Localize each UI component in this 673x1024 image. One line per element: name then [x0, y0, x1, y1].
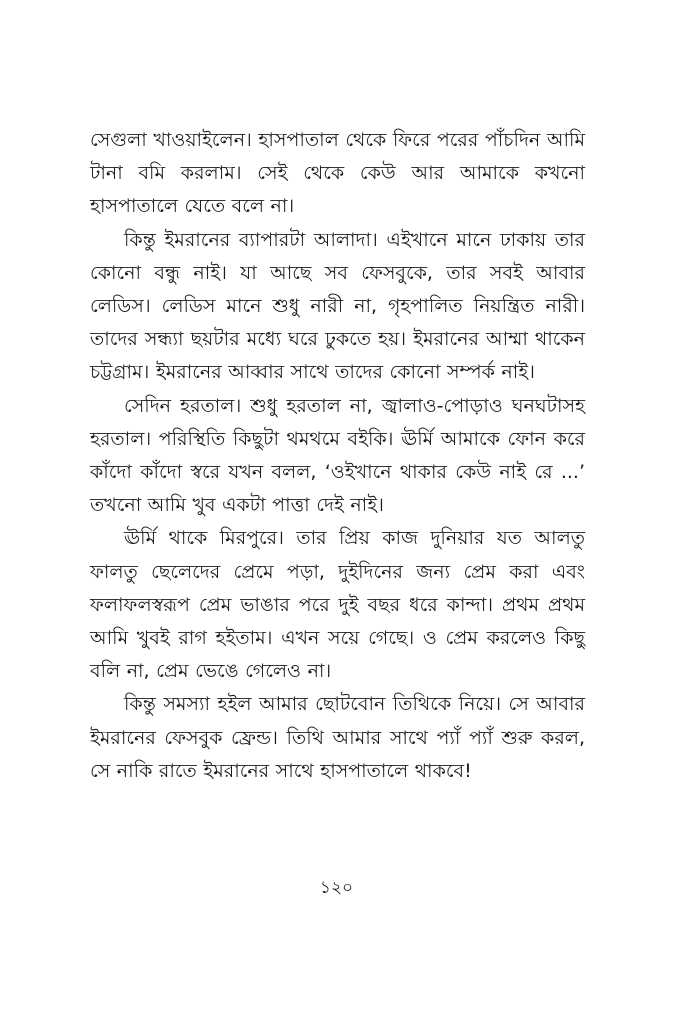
paragraph-4: ঊর্মি থাকে মিরপুরে। তার প্রিয় কাজ দুনিয়ার যত আলতু ফালতু ছেলেদের প্রেমে পড়া, দুইদিনের জন্য প্রেম করা এবং ফলাফলস্বরূপ প্রেম ভাঙার পরে দুই বছর ধরে কান্দা। প্রথম প্রথম আমি খুবই রাগ হইতাম। এখন সয়ে গেছে। ও প্রেম করলেও কিছু বলি না, প্রেম ভেঙে গেলেও না।	[90, 527, 585, 683]
body-text	[90, 124, 585, 788]
paragraph-3: সেদিন হরতাল। শুধু হরতাল না, জ্বালাও-পোড়াও ঘনঘটাসহ হরতাল। পরিস্থিতি কিছুটা থমথমে বইকি। ঊর্মি আমাকে ফোন করে কাঁদো কাঁদো স্বরে যখন বলল, ‘ওইখানে থাকার কেউ নাই রে ...’ তখনো আমি খুব একটা পাত্তা দেই নাই।	[90, 394, 585, 517]
paragraph-1: সেগুলা খাওয়াইলেন। হাসপাতাল থেকে ফিরে পরের পাঁচদিন আমি টানা বমি করলাম। সেই থেকে কেউ আর আমাকে কখনো হাসপাতালে যেতে বলে না।	[90, 129, 585, 218]
page-number: ১২০	[319, 878, 354, 898]
paragraph-5: কিন্তু সমস্যা হইল আমার ছোটবোন তিথিকে নিয়ে। সে আবার ইমরানের ফেসবুক ফ্রেন্ড। তিথি আমার সাথে প্যাঁ প্যাঁ শুরু করল, সে নাকি রাতে ইমরানের সাথে হাসপাতালে থাকবে!	[90, 693, 585, 782]
paragraph-2: কিন্তু ইমরানের ব্যাপারটা আলাদা। এইখানে মানে ঢাকায় তার কোনো বন্ধু নাই। যা আছে সব ফেসবুকে, তার সবই আবার লেডিস। লেডিস মানে শুধু নারী না, গৃহপালিত নিয়ন্ত্রিত নারী। তাদের সন্ধ্যা ছয়টার মধ্যে ঘরে ঢুকতে হয়। ইমরানের আম্মা থাকেন চট্টগ্রাম। ইমরানের আব্বার সাথে তাদের কোনো সম্পর্ক নাই।	[90, 228, 585, 384]
